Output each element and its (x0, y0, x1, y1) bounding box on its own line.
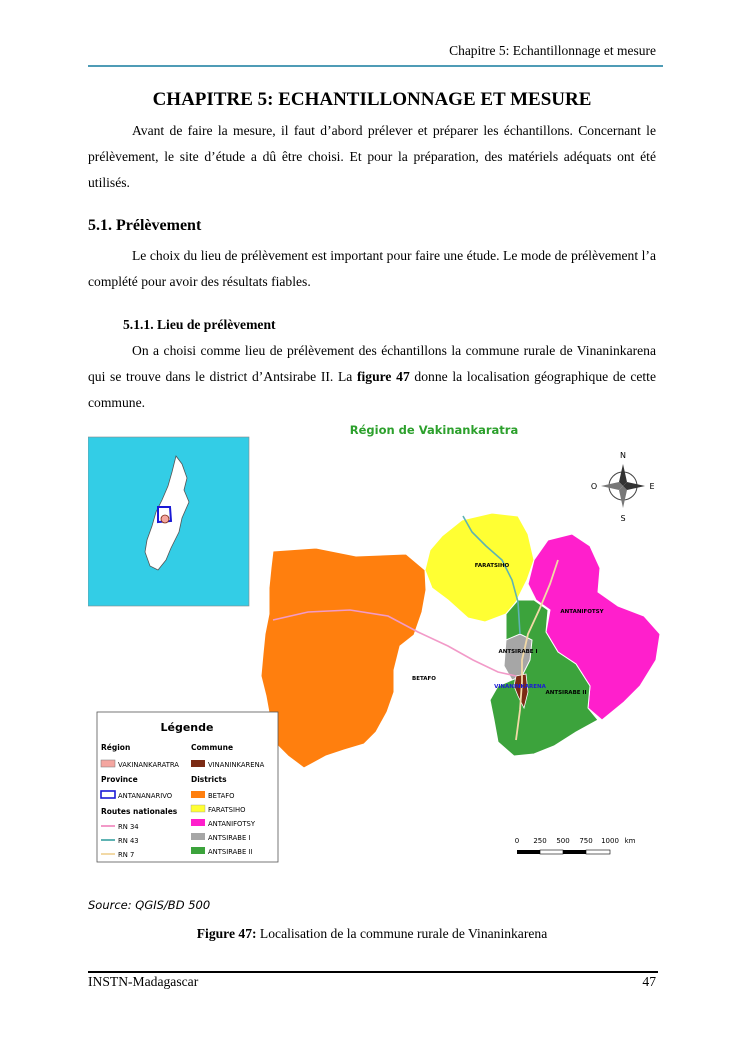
legend-region-heading: Région (101, 743, 131, 752)
label-vinaninkarena: VINANINKARENA (494, 684, 546, 690)
section-5-1-1-paragraph (88, 338, 656, 416)
legend-region-swatch (101, 760, 115, 767)
scale-tick-1000: 1000 (601, 837, 619, 845)
section-5-1-1-text-end: donne la localisation géographique de cette commune. (88, 369, 656, 410)
legend-region-item: VAKINANKARATRA (118, 761, 179, 769)
label-antsirabe-2: ANTSIRABE II (545, 690, 587, 696)
legend-districts-heading: Districts (191, 775, 227, 784)
legend-antsirabe-2: ANTSIRABE II (208, 848, 253, 856)
location-map-figure (88, 420, 680, 895)
scale-tick-250: 250 (533, 837, 547, 845)
header-divider (88, 65, 663, 67)
page-number: 47 (642, 974, 656, 989)
scale-tick-500: 500 (556, 837, 570, 845)
compass-o: O (590, 482, 598, 491)
legend-rn34: RN 34 (118, 823, 139, 831)
legend-faratsiho: FARATSIHO (208, 806, 246, 814)
scale-tick-750: 750 (579, 837, 593, 845)
legend-antanifotsy-swatch (191, 819, 205, 826)
compass-n: N (620, 451, 626, 460)
section-5-1-1-text-start: On a choisi comme lieu de prélèvement des échantillons la commune rurale de Vinaninkarena qui se trouve dans le district d’Antsirabe II. La (88, 343, 656, 384)
legend-betafo: BETAFO (208, 792, 235, 800)
section-heading-5-1: 5.1. Prélèvement (88, 217, 202, 234)
legend-faratsiho-swatch (191, 805, 205, 812)
label-betafo: BETAFO (412, 676, 436, 682)
footer-divider (88, 971, 658, 973)
legend-antsirabe-2-swatch (191, 847, 205, 854)
map-legend (97, 712, 278, 862)
legend-antsirabe-1: ANTSIRABE I (208, 834, 251, 842)
label-antanifotsy: ANTANIFOTSY (560, 609, 604, 615)
legend-province-item: ANTANANARIVO (118, 792, 173, 800)
compass-e: E (649, 482, 655, 491)
figure-caption (88, 926, 656, 942)
section-5-1-text: Le choix du lieu de prélèvement est important pour faire une étude. Le mode de prélèvement l’a complété pour avoir des résultats fiables. (88, 248, 656, 289)
section-5-1-paragraph (88, 243, 656, 295)
legend-antanifotsy: ANTANIFOTSY (208, 820, 255, 828)
running-header: Chapitre 5: Echantillonnage et mesure (449, 43, 656, 58)
figure-reference: figure 47 (356, 369, 410, 384)
scale-unit: km (624, 837, 636, 845)
scale-tick-0: 0 (514, 837, 520, 845)
legend-rn43: RN 43 (118, 837, 139, 845)
inset-map-madagascar (88, 437, 249, 606)
legend-title: Légende (160, 721, 214, 734)
intro-paragraph (88, 118, 656, 196)
map-title: Région de Vakinankaratra (349, 423, 519, 437)
legend-rn7: RN 7 (118, 851, 135, 859)
intro-text: Avant de faire la mesure, il faut d’abord prélever et préparer les échantillons. Concernant le prélèvement, le site d’étude a dû être choisi. Et pour la préparation, des matériels adéquats ont été utilisés. (88, 123, 656, 190)
legend-commune-swatch (191, 760, 205, 767)
legend-commune-item: VINANINKARENA (208, 761, 265, 769)
figure-caption-label: Figure 47: (196, 926, 257, 941)
inset-region-marker (161, 515, 169, 523)
legend-routes-heading: Routes nationales (101, 807, 178, 816)
figure-source: Source: QGIS/BD 500 (88, 898, 211, 912)
figure-caption-text: Localisation de la commune rurale de Vinaninkarena (256, 926, 548, 941)
legend-province-heading: Province (101, 775, 138, 784)
legend-commune-heading: Commune (191, 743, 234, 752)
chapter-title: CHAPITRE 5: ECHANTILLONNAGE ET MESURE (152, 89, 592, 110)
legend-antsirabe-1-swatch (191, 833, 205, 840)
subsection-heading-5-1-1: 5.1.1. Lieu de prélèvement (123, 317, 276, 332)
compass-s: S (620, 514, 626, 523)
footer-institution: INSTN-Madagascar (88, 974, 199, 989)
label-faratsiho: FARATSIHO (474, 563, 510, 569)
label-antsirabe-1: ANTSIRABE I (498, 649, 538, 655)
legend-betafo-swatch (191, 791, 205, 798)
location-map (88, 420, 680, 895)
